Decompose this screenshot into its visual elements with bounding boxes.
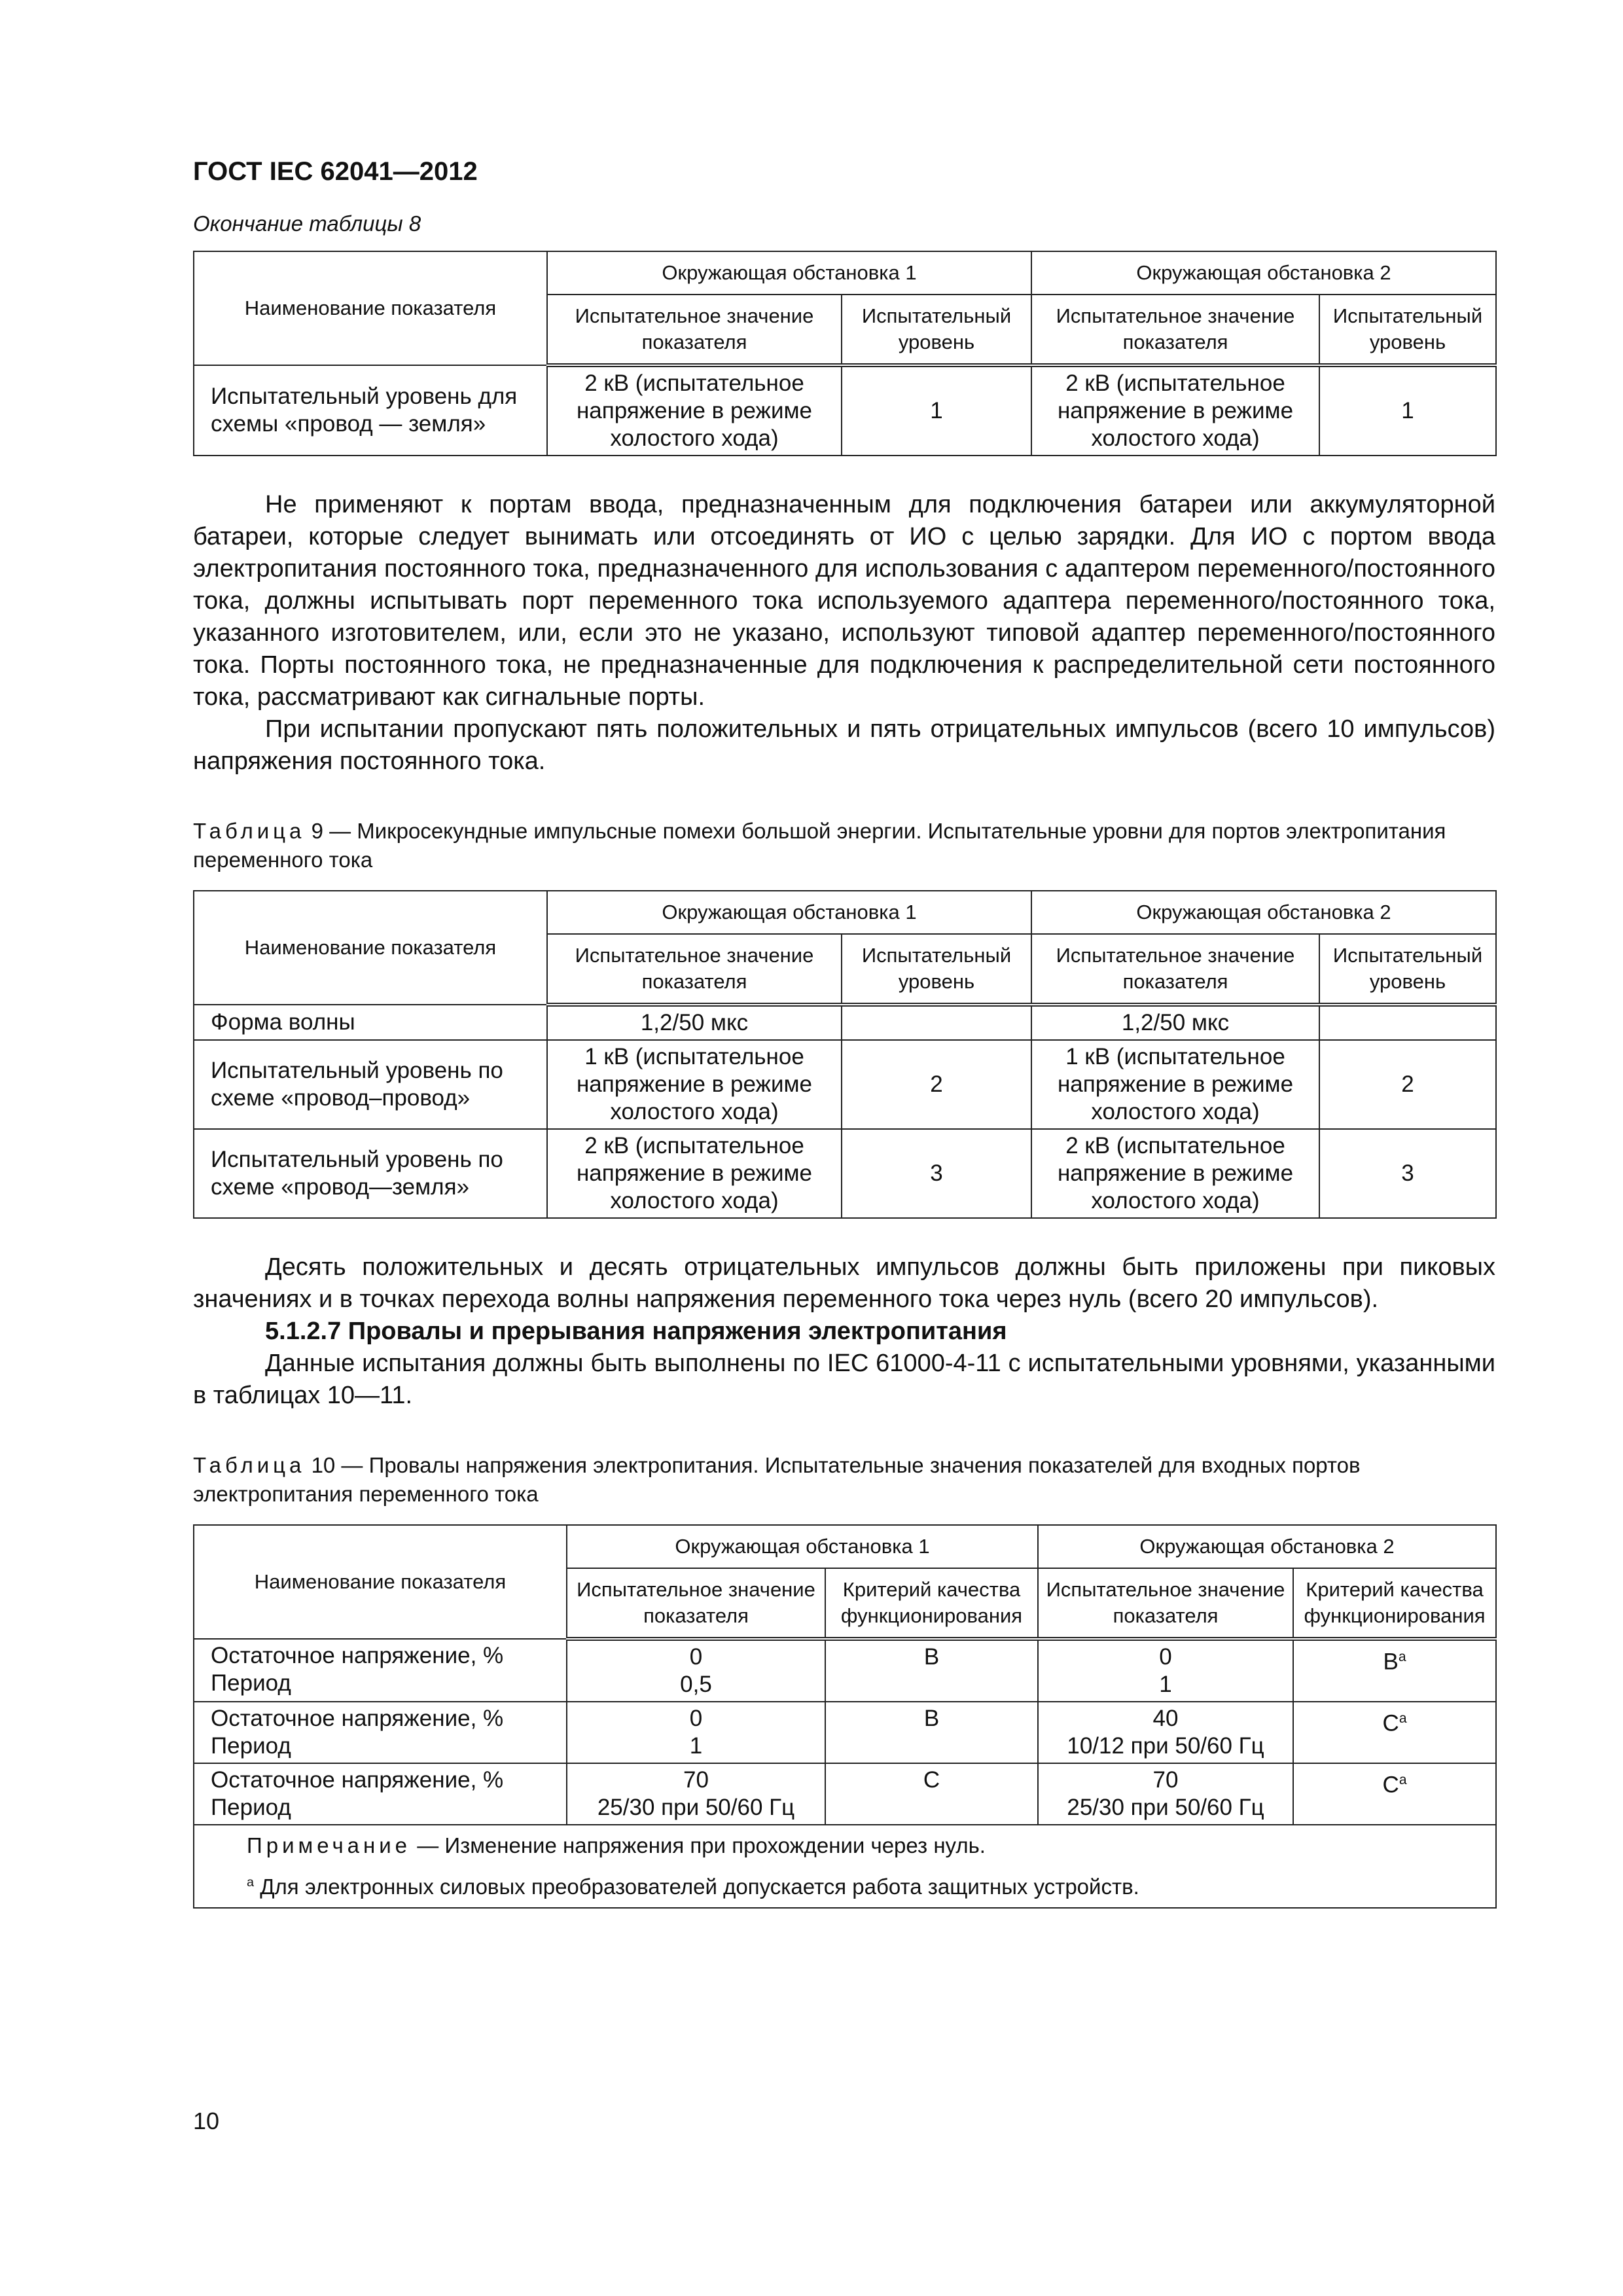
table-row — [194, 1763, 1496, 1825]
row-name: Испытательный уровень по схеме «провод–провод» — [194, 1040, 547, 1129]
page-number: 10 — [193, 2108, 220, 2134]
subheader-criterion: Критерий качества функционирования — [825, 1568, 1038, 1639]
env1-value-voltage: 70 — [683, 1767, 709, 1793]
env2-level: 2 — [1319, 1040, 1496, 1129]
env2-level — [1319, 1005, 1496, 1040]
env1-criterion: С — [825, 1763, 1038, 1825]
table-row — [194, 1040, 1496, 1129]
subheader-criterion: Критерий качества функционирования — [1293, 1568, 1496, 1639]
column-header-env2: Окружающая обстановка 2 — [1038, 1525, 1496, 1568]
table-10 — [193, 1524, 1497, 1909]
paragraph: Данные испытания должны быть выполнены по IEC 61000-4-11 с испытательными уровнями, указанными в таблицах 10—11. — [193, 1350, 1495, 1409]
footnote-mark: а — [1399, 1711, 1407, 1726]
row-name-line1: Остаточное напряжение, % — [211, 1767, 504, 1793]
row-name-line2: Период — [211, 1670, 291, 1696]
table8-caption: Окончание таблицы 8 — [193, 211, 421, 236]
env1-value — [567, 1702, 825, 1763]
table-row — [194, 1702, 1496, 1763]
table9-caption — [193, 817, 1495, 874]
env2-value: 1 кВ (испытательное напряжение в режиме холостого хода) — [1031, 1040, 1319, 1129]
row-name: Форма волны — [194, 1005, 547, 1040]
criterion-letter: С — [1382, 1710, 1399, 1736]
criterion-letter: В — [1383, 1649, 1399, 1675]
subheader-value: Испытательное значение показателя — [1031, 934, 1319, 1005]
env2-level: 3 — [1319, 1129, 1496, 1218]
footnote-text: Для электронных силовых преобразователей допускается работа защитных устройств. — [260, 1874, 1139, 1899]
row-name — [194, 1763, 567, 1825]
footnote-mark: а — [1398, 1649, 1406, 1664]
subheader-level: Испытательный уровень — [842, 295, 1031, 365]
env1-value-period: 25/30 при 50/60 Гц — [597, 1795, 795, 1820]
footnote-line — [247, 1869, 1490, 1901]
env2-value: 2 кВ (испытательное напряжение в режиме холостого хода) — [1031, 1129, 1319, 1218]
env2-value — [1038, 1702, 1293, 1763]
table-row — [194, 1639, 1496, 1702]
section-heading: 5.1.2.7 Провалы и прерывания напряжения электропитания — [265, 1318, 1007, 1345]
env1-value: 1,2/50 мкс — [547, 1005, 842, 1040]
env1-criterion: В — [825, 1702, 1038, 1763]
row-name-line1: Остаточное напряжение, % — [211, 1706, 504, 1731]
subheader-level: Испытательный уровень — [1319, 934, 1496, 1005]
note-line — [247, 1832, 1490, 1859]
column-header-env2: Окружающая обстановка 2 — [1031, 251, 1496, 295]
table-row — [194, 1129, 1496, 1218]
paragraph: Десять положительных и десять отрицательных импульсов должны быть приложены при пиковых значениях и в точках перехода волны напряжения переменного тока через нуль (всего 20 импульсов). — [193, 1253, 1495, 1313]
env1-value — [567, 1639, 825, 1702]
row-name-line1: Остаточное напряжение, % — [211, 1643, 504, 1668]
env2-value-voltage: 40 — [1152, 1706, 1179, 1731]
env2-value-period: 25/30 при 50/60 Гц — [1067, 1795, 1264, 1820]
env2-value — [1038, 1763, 1293, 1825]
env2-value-period: 1 — [1159, 1672, 1172, 1697]
document-page — [193, 157, 1495, 1909]
env2-criterion — [1293, 1763, 1496, 1825]
env2-criterion — [1293, 1702, 1496, 1763]
row-name: Испытательный уровень для схемы «провод — земля» — [194, 365, 547, 456]
env1-level: 1 — [842, 365, 1031, 456]
document-title: ГОСТ IEC 62041—2012 — [193, 157, 478, 186]
env1-value: 2 кВ (испытательное напряжение в режиме холостого хода) — [547, 1129, 842, 1218]
env1-level: 2 — [842, 1040, 1031, 1129]
table-row — [194, 1005, 1496, 1040]
column-header-env1: Окружающая обстановка 1 — [567, 1525, 1038, 1568]
subheader-value: Испытательное значение показателя — [547, 934, 842, 1005]
env2-value-voltage: 70 — [1152, 1767, 1179, 1793]
env1-value-period: 0,5 — [680, 1672, 712, 1697]
env1-level: 3 — [842, 1129, 1031, 1218]
env2-level: 1 — [1319, 365, 1496, 456]
column-header-env1: Окружающая обстановка 1 — [547, 251, 1031, 295]
env2-value-voltage: 0 — [1159, 1644, 1172, 1670]
table-9 — [193, 890, 1497, 1219]
env1-value-voltage: 0 — [689, 1644, 703, 1670]
paragraph: При испытании пропускают пять положительных и пять отрицательных импульсов (всего 10 импульсов) напряжения постоянного тока. — [193, 715, 1495, 775]
criterion-letter: С — [1382, 1772, 1399, 1798]
subheader-value: Испытательное значение показателя — [1031, 295, 1319, 365]
subheader-value: Испытательное значение показателя — [547, 295, 842, 365]
env1-criterion: В — [825, 1639, 1038, 1702]
env1-value — [567, 1763, 825, 1825]
table-8 — [193, 251, 1497, 456]
column-header-env1: Окружающая обстановка 1 — [547, 891, 1031, 934]
footnote-mark: а — [247, 1875, 255, 1890]
env2-value: 2 кВ (испытательное напряжение в режиме холостого хода) — [1031, 365, 1319, 456]
env1-value: 2 кВ (испытательное напряжение в режиме холостого хода) — [547, 365, 842, 456]
note-word: Примечание — [247, 1833, 412, 1857]
column-header-name: Наименование показателя — [194, 1525, 567, 1639]
row-name: Испытательный уровень по схеме «провод—земля» — [194, 1129, 547, 1218]
env2-criterion — [1293, 1639, 1496, 1702]
table-row — [194, 365, 1496, 456]
subheader-value: Испытательное значение показателя — [1038, 1568, 1293, 1639]
subheader-level: Испытательный уровень — [842, 934, 1031, 1005]
table10-caption-word: Таблица — [193, 1453, 306, 1477]
row-name-line2: Период — [211, 1795, 291, 1820]
table9-caption-text: 9 — Микросекундные импульсные помехи большой энергии. Испытательные уровни для портов электропитания переменного тока — [193, 819, 1446, 872]
table-note — [194, 1825, 1496, 1908]
subheader-level: Испытательный уровень — [1319, 295, 1496, 365]
table10-caption — [193, 1451, 1495, 1509]
note-text: — Изменение напряжения при прохождении через нуль. — [417, 1833, 986, 1857]
footnote-mark: а — [1399, 1772, 1407, 1787]
table9-caption-word: Таблица — [193, 819, 306, 843]
env1-value-voltage: 0 — [689, 1706, 703, 1731]
column-header-name: Наименование показателя — [194, 891, 547, 1005]
env2-value: 1,2/50 мкс — [1031, 1005, 1319, 1040]
row-name — [194, 1702, 567, 1763]
env2-value — [1038, 1639, 1293, 1702]
table-note-row — [194, 1825, 1496, 1908]
env1-value: 1 кВ (испытательное напряжение в режиме холостого хода) — [547, 1040, 842, 1129]
env1-level — [842, 1005, 1031, 1040]
column-header-name: Наименование показателя — [194, 251, 547, 365]
paragraph: Не применяют к портам ввода, предназначенным для подключения батареи или аккумуляторной батареи, которые следует вынимать или отсоединять от ИО с целью зарядки. Для ИО с портом ввода электропитания постоянного тока, предназначенного для использования с адаптером переменного/постоянного тока, должны испытывать порт переменного тока используемого адаптера переменного/постоянного тока, указанного изготовителем, или, если это не указано, используют типовой адаптер переменного/постоянного тока. Порты постоянного тока, не предназначенные для подключения к распределительной сети постоянного тока, рассматривают как сигнальные порты. — [193, 491, 1495, 711]
subheader-value: Испытательное значение показателя — [567, 1568, 825, 1639]
row-name — [194, 1639, 567, 1702]
env1-value-period: 1 — [689, 1733, 703, 1759]
row-name-line2: Период — [211, 1733, 291, 1759]
table10-caption-text: 10 — Провалы напряжения электропитания. Испытательные значения показателей для входных портов электропитания переменного тока — [193, 1453, 1361, 1506]
column-header-env2: Окружающая обстановка 2 — [1031, 891, 1496, 934]
env2-value-period: 10/12 при 50/60 Гц — [1067, 1733, 1264, 1759]
